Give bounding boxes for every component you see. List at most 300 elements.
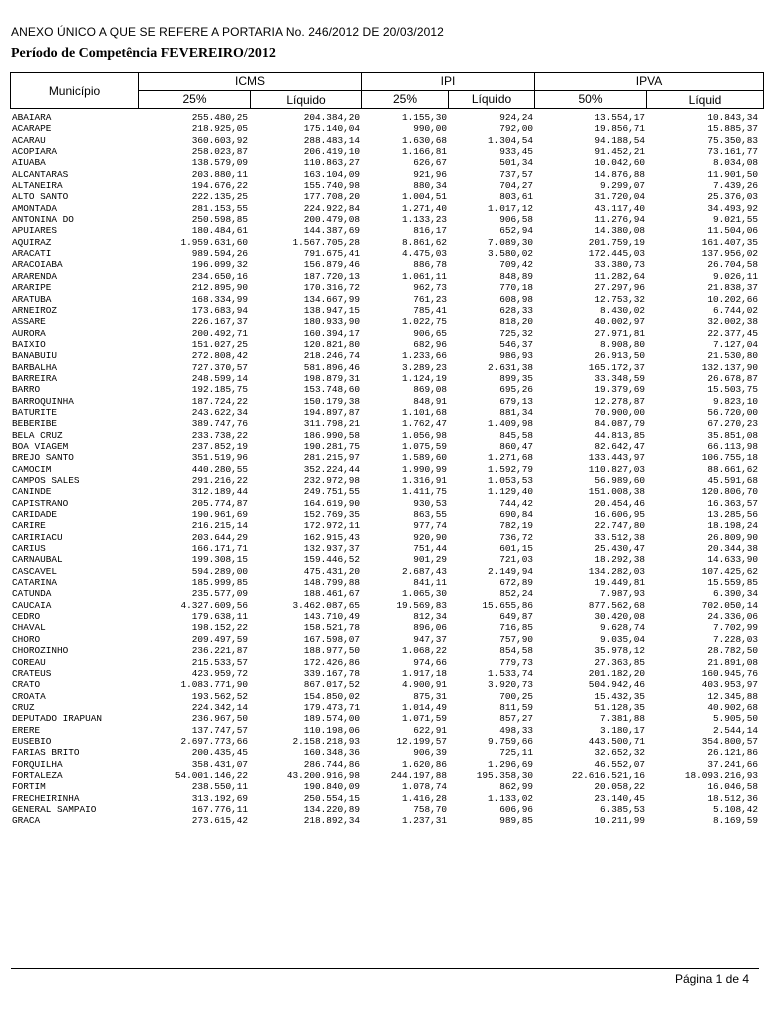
cell-municipio: CRUZ bbox=[12, 701, 35, 713]
cell-ipi-liquido: 770,18 bbox=[499, 282, 533, 294]
cell-icms-25: 203.880,11 bbox=[191, 168, 248, 180]
cell-icms-25: 200.492,71 bbox=[191, 327, 248, 339]
header-ipva-liquido: Líquid bbox=[646, 90, 764, 109]
cell-ipi-25: 1.917,18 bbox=[401, 667, 447, 679]
table-row bbox=[0, 316, 770, 327]
table-header bbox=[0, 71, 770, 107]
cell-ipva-liquido: 15.885,37 bbox=[707, 123, 758, 135]
cell-ipi-25: 962,73 bbox=[413, 282, 447, 294]
cell-icms-25: 236.967,50 bbox=[191, 713, 248, 725]
cell-icms-25: 440.280,55 bbox=[191, 463, 248, 475]
cell-icms-liquido: 475.431,20 bbox=[303, 565, 360, 577]
cell-icms-liquido: 132.937,37 bbox=[303, 543, 360, 555]
cell-ipva-liquido: 12.345,88 bbox=[707, 690, 758, 702]
cell-municipio: ARNEIROZ bbox=[12, 304, 58, 316]
cell-ipi-25: 1.004,51 bbox=[401, 191, 447, 203]
cell-icms-25: 258.023,87 bbox=[191, 146, 248, 158]
cell-ipi-liquido: 854,58 bbox=[499, 645, 533, 657]
cell-icms-25: 190.961,69 bbox=[191, 509, 248, 521]
cell-ipva-50: 201.182,20 bbox=[588, 667, 645, 679]
cell-icms-liquido: 198.879,31 bbox=[303, 372, 360, 384]
cell-icms-liquido: 190.840,09 bbox=[303, 781, 360, 793]
header-ipi-25: 25% bbox=[361, 90, 449, 109]
cell-ipva-50: 84.087,79 bbox=[594, 418, 645, 430]
table-row bbox=[0, 157, 770, 168]
cell-ipva-liquido: 75.350,83 bbox=[707, 134, 758, 146]
cell-ipi-liquido: 652,94 bbox=[499, 225, 533, 237]
cell-municipio: GENERAL SAMPAIO bbox=[12, 803, 97, 815]
cell-ipva-liquido: 15.559,85 bbox=[707, 577, 758, 589]
cell-ipva-50: 19.379,69 bbox=[594, 384, 645, 396]
cell-municipio: GRACA bbox=[12, 815, 41, 827]
cell-municipio: CAUCAIA bbox=[12, 599, 52, 611]
cell-ipva-liquido: 32.002,38 bbox=[707, 316, 758, 328]
cell-ipva-liquido: 45.591,68 bbox=[707, 475, 758, 486]
cell-icms-liquido: 167.598,07 bbox=[303, 633, 360, 645]
cell-ipi-liquido: 852,24 bbox=[499, 588, 533, 600]
cell-ipva-liquido: 15.503,75 bbox=[707, 384, 758, 396]
table-row bbox=[0, 441, 770, 452]
cell-ipva-50: 31.720,04 bbox=[594, 191, 645, 203]
cell-municipio: CARIUS bbox=[12, 543, 46, 555]
cell-icms-25: 194.676,22 bbox=[191, 180, 248, 192]
cell-ipva-50: 94.188,54 bbox=[594, 134, 645, 146]
table-row bbox=[0, 146, 770, 157]
cell-ipva-liquido: 11.901,50 bbox=[707, 168, 758, 180]
cell-icms-liquido: 154.850,02 bbox=[303, 690, 360, 702]
cell-ipi-liquido: 881,34 bbox=[499, 406, 533, 418]
cell-icms-25: 192.185,75 bbox=[191, 384, 248, 396]
table-row bbox=[0, 464, 770, 475]
cell-icms-25: 233.738,22 bbox=[191, 429, 248, 441]
cell-icms-25: 205.774,87 bbox=[191, 497, 248, 509]
cell-ipi-liquido: 3.580,02 bbox=[487, 248, 533, 260]
table-row bbox=[0, 600, 770, 611]
cell-ipi-25: 12.199,57 bbox=[396, 735, 447, 747]
cell-municipio: CROATA bbox=[12, 690, 46, 702]
cell-icms-25: 312.189,44 bbox=[191, 486, 248, 498]
cell-icms-25: 168.334,99 bbox=[191, 293, 248, 305]
cell-ipva-liquido: 132.137,90 bbox=[701, 361, 758, 373]
header-icms: ICMS bbox=[138, 72, 362, 91]
cell-ipi-25: 785,41 bbox=[413, 304, 447, 316]
cell-icms-25: 989.594,26 bbox=[191, 248, 248, 260]
cell-icms-liquido: 3.462.087,65 bbox=[292, 599, 360, 611]
cell-municipio: EUSEBIO bbox=[12, 735, 52, 747]
cell-ipva-liquido: 35.851,08 bbox=[707, 429, 758, 441]
cell-ipi-liquido: 649,87 bbox=[499, 611, 533, 623]
cell-ipva-liquido: 107.425,62 bbox=[701, 565, 758, 577]
cell-ipi-25: 1.056,98 bbox=[401, 429, 447, 441]
cell-ipi-liquido: 1.017,12 bbox=[487, 202, 533, 214]
cell-municipio: CHAVAL bbox=[12, 622, 46, 634]
cell-ipi-liquido: 924,24 bbox=[499, 112, 533, 123]
cell-ipva-50: 25.430,47 bbox=[594, 543, 645, 555]
cell-ipi-liquido: 845,58 bbox=[499, 429, 533, 441]
cell-ipi-liquido: 2.631,38 bbox=[487, 361, 533, 373]
cell-municipio: ARACATI bbox=[12, 248, 52, 260]
cell-ipi-liquido: 757,90 bbox=[499, 633, 533, 645]
cell-ipi-25: 761,23 bbox=[413, 293, 447, 305]
cell-icms-25: 54.001.146,22 bbox=[174, 769, 248, 781]
cell-ipi-liquido: 15.655,86 bbox=[482, 599, 533, 611]
cell-municipio: ACOPIARA bbox=[12, 146, 58, 158]
cell-icms-liquido: 172.426,86 bbox=[303, 656, 360, 668]
cell-municipio: BAIXIO bbox=[12, 338, 46, 350]
table-row bbox=[0, 248, 770, 259]
cell-ipva-50: 27.297,96 bbox=[594, 282, 645, 294]
cell-ipva-50: 20.454,46 bbox=[594, 497, 645, 509]
cell-ipi-25: 1.133,23 bbox=[401, 214, 447, 226]
cell-municipio: ANTONINA DO bbox=[12, 214, 74, 226]
cell-ipi-liquido: 606,96 bbox=[499, 803, 533, 815]
header-municipio: Município bbox=[10, 72, 139, 109]
cell-ipva-50: 33.512,38 bbox=[594, 531, 645, 543]
cell-icms-liquido: 180.933,90 bbox=[303, 316, 360, 328]
cell-icms-liquido: 143.710,49 bbox=[303, 611, 360, 623]
cell-ipva-50: 11.282,64 bbox=[594, 270, 645, 282]
cell-icms-liquido: 170.316,72 bbox=[303, 282, 360, 294]
cell-icms-liquido: 352.224,44 bbox=[303, 463, 360, 475]
municipality-table-body bbox=[0, 112, 770, 827]
cell-icms-25: 199.308,15 bbox=[191, 554, 248, 566]
cell-ipi-liquido: 989,85 bbox=[499, 815, 533, 827]
cell-ipva-liquido: 18.093.216,93 bbox=[684, 769, 758, 781]
cell-icms-25: 151.027,25 bbox=[191, 338, 248, 350]
cell-ipi-liquido: 3.920,73 bbox=[487, 679, 533, 691]
cell-ipva-liquido: 21.891,08 bbox=[707, 656, 758, 668]
cell-ipva-liquido: 10.202,66 bbox=[707, 293, 758, 305]
table-row bbox=[0, 328, 770, 339]
cell-icms-liquido: 162.915,43 bbox=[303, 531, 360, 543]
cell-icms-liquido: 158.521,78 bbox=[303, 622, 360, 634]
cell-municipio: ACARAPE bbox=[12, 123, 52, 135]
cell-ipva-50: 82.642,47 bbox=[594, 440, 645, 452]
cell-ipi-25: 4.900,91 bbox=[401, 679, 447, 691]
cell-ipva-50: 7.381,88 bbox=[599, 713, 645, 725]
cell-ipi-liquido: 628,33 bbox=[499, 304, 533, 316]
cell-ipva-liquido: 5.905,50 bbox=[712, 713, 758, 725]
cell-ipi-liquido: 862,99 bbox=[499, 781, 533, 793]
cell-municipio: ERERE bbox=[12, 724, 41, 736]
cell-ipi-liquido: 501,34 bbox=[499, 157, 533, 169]
cell-ipva-liquido: 160.945,76 bbox=[701, 667, 758, 679]
cell-municipio: APUIARES bbox=[12, 225, 58, 237]
cell-ipva-50: 19.449,81 bbox=[594, 577, 645, 589]
cell-icms-liquido: 152.769,35 bbox=[303, 509, 360, 521]
cell-icms-liquido: 163.104,09 bbox=[303, 168, 360, 180]
cell-ipva-50: 32.652,32 bbox=[594, 747, 645, 759]
cell-ipva-liquido: 37.241,66 bbox=[707, 758, 758, 770]
cell-icms-liquido: 867.017,52 bbox=[303, 679, 360, 691]
cell-icms-25: 226.167,37 bbox=[191, 316, 248, 328]
cell-ipi-liquido: 679,13 bbox=[499, 395, 533, 407]
table-row bbox=[0, 588, 770, 599]
table-row bbox=[0, 123, 770, 134]
cell-ipva-50: 172.445,03 bbox=[588, 248, 645, 260]
cell-icms-liquido: 1.567.705,28 bbox=[292, 236, 360, 248]
cell-ipi-liquido: 725,11 bbox=[499, 747, 533, 759]
cell-ipi-liquido: 716,85 bbox=[499, 622, 533, 634]
cell-ipva-50: 22.616.521,16 bbox=[571, 769, 645, 781]
cell-ipva-liquido: 403.953,97 bbox=[701, 679, 758, 691]
cell-icms-25: 173.683,94 bbox=[191, 304, 248, 316]
cell-icms-25: 187.724,22 bbox=[191, 395, 248, 407]
cell-icms-liquido: 187.720,13 bbox=[303, 270, 360, 282]
cell-municipio: FORTALEZA bbox=[12, 769, 63, 781]
cell-icms-25: 167.776,11 bbox=[191, 803, 248, 815]
cell-ipi-25: 1.762,47 bbox=[401, 418, 447, 430]
cell-municipio: BANABUIU bbox=[12, 350, 58, 362]
cell-ipi-liquido: 744,42 bbox=[499, 497, 533, 509]
cell-icms-liquido: 138.947,15 bbox=[303, 304, 360, 316]
cell-municipio: DEPUTADO IRAPUAN bbox=[12, 713, 103, 725]
cell-ipva-50: 14.876,88 bbox=[594, 168, 645, 180]
cell-icms-25: 224.342,14 bbox=[191, 701, 248, 713]
cell-municipio: AIUABA bbox=[12, 157, 46, 169]
cell-ipi-25: 1.071,59 bbox=[401, 713, 447, 725]
cell-icms-liquido: 249.751,55 bbox=[303, 486, 360, 498]
cell-icms-25: 389.747,76 bbox=[191, 418, 248, 430]
cell-ipi-liquido: 933,45 bbox=[499, 146, 533, 158]
cell-ipva-liquido: 16.046,58 bbox=[707, 781, 758, 793]
cell-ipi-liquido: 672,89 bbox=[499, 577, 533, 589]
cell-ipi-liquido: 7.089,30 bbox=[487, 236, 533, 248]
cell-icms-liquido: 110.863,27 bbox=[303, 157, 360, 169]
header-ipva: IPVA bbox=[534, 72, 764, 91]
cell-icms-25: 281.153,55 bbox=[191, 202, 248, 214]
cell-ipva-liquido: 11.504,06 bbox=[707, 225, 758, 237]
cell-ipva-50: 13.554,17 bbox=[594, 112, 645, 123]
cell-municipio: ARATUBA bbox=[12, 293, 52, 305]
cell-municipio: CHOROZINHO bbox=[12, 645, 69, 657]
cell-municipio: AQUIRAZ bbox=[12, 236, 52, 248]
table-row bbox=[0, 305, 770, 316]
cell-ipva-50: 133.443,97 bbox=[588, 452, 645, 464]
cell-ipi-liquido: 899,35 bbox=[499, 372, 533, 384]
table-row bbox=[0, 396, 770, 407]
cell-icms-liquido: 250.554,15 bbox=[303, 792, 360, 804]
cell-municipio: CRATEUS bbox=[12, 667, 52, 679]
table-row bbox=[0, 191, 770, 202]
cell-icms-liquido: 281.215,97 bbox=[303, 452, 360, 464]
cell-ipi-liquido: 700,25 bbox=[499, 690, 533, 702]
cell-icms-25: 1.083.771,90 bbox=[180, 679, 248, 691]
cell-municipio: ASSARE bbox=[12, 316, 46, 328]
table-row bbox=[0, 781, 770, 792]
cell-icms-25: 594.289,00 bbox=[191, 565, 248, 577]
table-row bbox=[0, 294, 770, 305]
cell-municipio: BARROQUINHA bbox=[12, 395, 74, 407]
cell-municipio: CAPISTRANO bbox=[12, 497, 69, 509]
cell-ipva-50: 35.978,12 bbox=[594, 645, 645, 657]
cell-icms-liquido: 175.140,04 bbox=[303, 123, 360, 135]
cell-icms-liquido: 156.879,46 bbox=[303, 259, 360, 271]
cell-ipi-25: 1.014,49 bbox=[401, 701, 447, 713]
cell-ipva-50: 27.971,81 bbox=[594, 327, 645, 339]
header-icms-25: 25% bbox=[138, 90, 251, 109]
cell-icms-liquido: 179.473,71 bbox=[303, 701, 360, 713]
cell-municipio: BEBERIBE bbox=[12, 418, 58, 430]
table-row bbox=[0, 475, 770, 486]
table-row bbox=[0, 418, 770, 429]
cell-icms-25: 250.598,85 bbox=[191, 214, 248, 226]
cell-ipva-50: 9.035,04 bbox=[599, 633, 645, 645]
cell-ipva-50: 20.058,22 bbox=[594, 781, 645, 793]
cell-ipva-50: 15.432,35 bbox=[594, 690, 645, 702]
table-row bbox=[0, 486, 770, 497]
cell-ipva-liquido: 21.530,80 bbox=[707, 350, 758, 362]
cell-icms-liquido: 200.479,08 bbox=[303, 214, 360, 226]
cell-ipva-50: 33.380,73 bbox=[594, 259, 645, 271]
table-row bbox=[0, 713, 770, 724]
cell-ipva-50: 10.042,60 bbox=[594, 157, 645, 169]
cell-ipi-25: 1.630,68 bbox=[401, 134, 447, 146]
cell-icms-25: 234.650,16 bbox=[191, 270, 248, 282]
cell-icms-liquido: 2.158.218,93 bbox=[292, 735, 360, 747]
cell-ipva-50: 10.211,99 bbox=[594, 815, 645, 827]
cell-municipio: CHORO bbox=[12, 633, 41, 645]
cell-ipva-liquido: 8.034,08 bbox=[712, 157, 758, 169]
cell-icms-25: 209.497,59 bbox=[191, 633, 248, 645]
cell-municipio: FORQUILHA bbox=[12, 758, 63, 770]
cell-ipi-25: 1.075,59 bbox=[401, 440, 447, 452]
cell-ipi-liquido: 1.592,79 bbox=[487, 463, 533, 475]
footer-divider bbox=[11, 968, 759, 969]
table-row bbox=[0, 725, 770, 736]
cell-ipva-liquido: 2.544,14 bbox=[712, 724, 758, 736]
cell-ipi-25: 848,91 bbox=[413, 395, 447, 407]
table-row bbox=[0, 237, 770, 248]
cell-ipi-liquido: 546,37 bbox=[499, 338, 533, 350]
table-row bbox=[0, 679, 770, 690]
cell-ipi-liquido: 811,59 bbox=[499, 701, 533, 713]
cell-icms-25: 358.431,07 bbox=[191, 758, 248, 770]
cell-ipva-liquido: 88.661,62 bbox=[707, 463, 758, 475]
cell-ipi-liquido: 9.759,66 bbox=[487, 735, 533, 747]
cell-ipi-liquido: 1.133,02 bbox=[487, 792, 533, 804]
cell-ipi-liquido: 857,27 bbox=[499, 713, 533, 725]
cell-icms-25: 360.603,92 bbox=[191, 134, 248, 146]
cell-icms-25: 193.562,52 bbox=[191, 690, 248, 702]
cell-icms-liquido: 177.708,20 bbox=[303, 191, 360, 203]
cell-ipi-25: 4.475,03 bbox=[401, 248, 447, 260]
cell-icms-25: 291.216,22 bbox=[191, 475, 248, 486]
cell-ipva-liquido: 9.021,55 bbox=[712, 214, 758, 226]
cell-municipio: ABAIARA bbox=[12, 112, 52, 123]
cell-icms-25: 243.622,34 bbox=[191, 406, 248, 418]
cell-icms-liquido: 232.972,98 bbox=[303, 475, 360, 486]
cell-icms-25: 180.484,61 bbox=[191, 225, 248, 237]
table-row bbox=[0, 282, 770, 293]
cell-icms-25: 166.171,71 bbox=[191, 543, 248, 555]
table-row bbox=[0, 180, 770, 191]
cell-ipva-liquido: 34.493,92 bbox=[707, 202, 758, 214]
cell-ipi-25: 921,96 bbox=[413, 168, 447, 180]
cell-ipi-liquido: 695,26 bbox=[499, 384, 533, 396]
cell-ipva-50: 18.292,38 bbox=[594, 554, 645, 566]
cell-icms-liquido: 43.200.916,98 bbox=[286, 769, 360, 781]
cell-ipva-50: 12.278,87 bbox=[594, 395, 645, 407]
table-row bbox=[0, 759, 770, 770]
cell-icms-25: 727.370,57 bbox=[191, 361, 248, 373]
cell-icms-liquido: 188.977,50 bbox=[303, 645, 360, 657]
cell-municipio: BATURITE bbox=[12, 406, 58, 418]
cell-ipva-liquido: 6.390,34 bbox=[712, 588, 758, 600]
cell-ipi-liquido: 608,98 bbox=[499, 293, 533, 305]
cell-municipio: CAMOCIM bbox=[12, 463, 52, 475]
cell-municipio: ALCANTARAS bbox=[12, 168, 69, 180]
table-row bbox=[0, 622, 770, 633]
cell-ipva-liquido: 13.285,56 bbox=[707, 509, 758, 521]
cell-ipi-25: 990,00 bbox=[413, 123, 447, 135]
table-row bbox=[0, 815, 770, 826]
cell-ipva-50: 3.180,17 bbox=[599, 724, 645, 736]
cell-icms-25: 2.697.773,66 bbox=[180, 735, 248, 747]
cell-ipva-liquido: 7.127,04 bbox=[712, 338, 758, 350]
cell-ipva-liquido: 8.169,59 bbox=[712, 815, 758, 827]
cell-ipi-25: 682,96 bbox=[413, 338, 447, 350]
cell-municipio: CANINDE bbox=[12, 486, 52, 498]
cell-ipva-liquido: 120.806,70 bbox=[701, 486, 758, 498]
cell-icms-liquido: 218.246,74 bbox=[303, 350, 360, 362]
cell-ipi-liquido: 704,27 bbox=[499, 180, 533, 192]
cell-ipva-50: 6.385,53 bbox=[599, 803, 645, 815]
cell-ipi-liquido: 737,57 bbox=[499, 168, 533, 180]
cell-ipi-25: 244.197,88 bbox=[390, 769, 447, 781]
cell-ipi-25: 1.237,31 bbox=[401, 815, 447, 827]
cell-ipi-25: 1.022,75 bbox=[401, 316, 447, 328]
cell-ipva-50: 8.908,80 bbox=[599, 338, 645, 350]
cell-municipio: CEDRO bbox=[12, 611, 41, 623]
table-row bbox=[0, 225, 770, 236]
cell-ipi-25: 3.289,23 bbox=[401, 361, 447, 373]
cell-ipi-25: 1.155,30 bbox=[401, 112, 447, 123]
cell-municipio: COREAU bbox=[12, 656, 46, 668]
cell-icms-25: 185.999,85 bbox=[191, 577, 248, 589]
cell-icms-25: 216.215,14 bbox=[191, 520, 248, 532]
cell-ipi-liquido: 2.149,94 bbox=[487, 565, 533, 577]
cell-icms-liquido: 204.384,20 bbox=[303, 112, 360, 123]
cell-icms-25: 198.152,22 bbox=[191, 622, 248, 634]
cell-icms-25: 203.644,29 bbox=[191, 531, 248, 543]
cell-ipva-50: 12.753,32 bbox=[594, 293, 645, 305]
cell-icms-liquido: 159.446,52 bbox=[303, 554, 360, 566]
cell-ipva-liquido: 137.956,02 bbox=[701, 248, 758, 260]
cell-municipio: BARBALHA bbox=[12, 361, 58, 373]
table-row bbox=[0, 135, 770, 146]
cell-ipi-liquido: 1.304,54 bbox=[487, 134, 533, 146]
cell-municipio: CATUNDA bbox=[12, 588, 52, 600]
cell-ipva-liquido: 20.344,38 bbox=[707, 543, 758, 555]
cell-ipi-liquido: 725,32 bbox=[499, 327, 533, 339]
table-row bbox=[0, 702, 770, 713]
cell-ipva-liquido: 9.026,11 bbox=[712, 270, 758, 282]
cell-municipio: AURORA bbox=[12, 327, 46, 339]
cell-ipi-25: 880,34 bbox=[413, 180, 447, 192]
cell-ipi-25: 901,29 bbox=[413, 554, 447, 566]
cell-ipi-liquido: 1.296,69 bbox=[487, 758, 533, 770]
cell-ipi-25: 1.416,28 bbox=[401, 792, 447, 804]
cell-ipva-liquido: 66.113,98 bbox=[707, 440, 758, 452]
table-row bbox=[0, 169, 770, 180]
cell-icms-liquido: 194.897,87 bbox=[303, 406, 360, 418]
cell-ipva-liquido: 7.702,99 bbox=[712, 622, 758, 634]
table-row bbox=[0, 339, 770, 350]
cell-ipi-25: 19.569,83 bbox=[396, 599, 447, 611]
cell-ipva-50: 40.002,97 bbox=[594, 316, 645, 328]
cell-ipi-25: 920,90 bbox=[413, 531, 447, 543]
